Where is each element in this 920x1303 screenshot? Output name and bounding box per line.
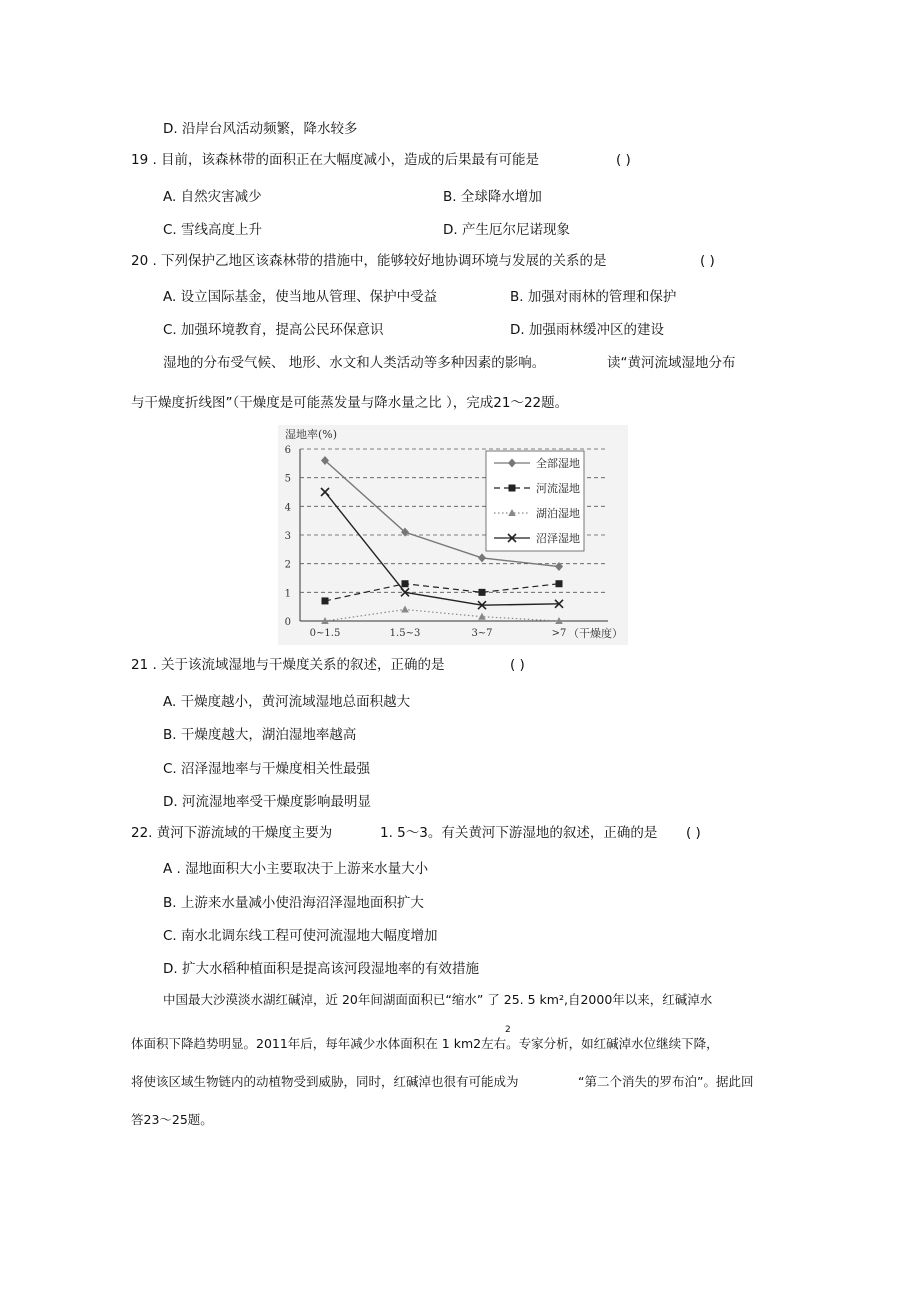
wetland-dryness-chart-svg	[278, 425, 628, 645]
data-point	[322, 597, 329, 604]
q20-option-b: B. 加强对雨林的管理和保护	[510, 289, 677, 305]
intro-2122-line1a: 湿地的分布受气候、 地形、水文和人类活动等多种因素的影响。	[163, 355, 546, 371]
x-tick-label: 0~1.5	[309, 628, 341, 639]
q20-option-c: C. 加强环境教育，提高公民环保意识	[163, 322, 384, 338]
y-axis-label: 湿地率(%)	[285, 428, 338, 441]
q19-option-c: C. 雪线高度上升	[163, 222, 263, 238]
q19-stem: 19 . 目前，该森林带的面积正在大幅度减小，造成的后果最有可能是	[131, 152, 540, 168]
x-tick-label: 3~7	[471, 628, 493, 639]
x-tick-label: 1.5~3	[389, 628, 421, 639]
q21-option-d: D. 河流湿地率受干燥度影响最明显	[163, 794, 371, 810]
legend-label: 湖泊湿地	[536, 507, 580, 520]
q19-option-a: A. 自然灾害减少	[163, 189, 262, 205]
legend-marker	[509, 485, 516, 492]
intro-2325-line3a: 将使该区域生物链内的动植物受到威胁，同时，红碱淖也很有可能成为	[131, 1074, 519, 1089]
wetland-dryness-chart	[278, 425, 628, 645]
legend-label: 沼泽湿地	[536, 532, 580, 545]
y-tick-label: 5	[284, 473, 291, 485]
q19-option-d: D. 产生厄尔尼诺现象	[443, 222, 570, 238]
y-tick-label: 0	[284, 617, 291, 628]
legend-label: 全部湿地	[536, 457, 580, 470]
intro-2325-line4: 答23～25题。	[131, 1112, 213, 1127]
y-tick-label: 6	[284, 445, 291, 456]
q20-option-a: A. 设立国际基金，使当地从管理、保护中受益	[163, 289, 438, 305]
q22-option-d: D. 扩大水稻种植面积是提高该河段湿地率的有效措施	[163, 961, 479, 977]
q22-option-b: B. 上游来水量减小使沿海沼泽湿地面积扩大	[163, 895, 424, 911]
q20-option-d: D. 加强雨林缓冲区的建设	[510, 322, 664, 338]
q20-answer-bracket: ( )	[700, 253, 715, 269]
intro-2325-line3b: “第二个消失的罗布泊”。据此回	[578, 1074, 754, 1089]
q22-option-c: C. 南水北调东线工程可使河流湿地大幅度增加	[163, 928, 438, 944]
x-tick-label: >7	[551, 628, 567, 639]
intro-2122-line1b: 读“黄河流域湿地分布	[607, 355, 736, 371]
y-tick-label: 1	[284, 588, 291, 600]
q21-option-b: B. 干燥度越大，湖泊湿地率越高	[163, 727, 357, 743]
q22-stem-a: 22. 黄河下游流域的干燥度主要为	[131, 825, 333, 841]
data-point	[479, 589, 486, 596]
q22-answer-bracket: ( )	[686, 825, 701, 841]
intro-2325-line1: 中国最大沙漠淡水湖红碱淖，近 20年间湖面面积已“缩水” 了 25. 5 km²,自2000年以来，红碱淖水	[163, 992, 713, 1007]
q21-option-a: A. 干燥度越小，黄河流域湿地总面积越大	[163, 694, 411, 710]
q21-answer-bracket: ( )	[510, 657, 525, 673]
intro-2325-superscript: 2	[505, 1025, 511, 1035]
y-tick-label: 2	[284, 559, 291, 571]
y-tick-label: 3	[284, 531, 291, 542]
q20-stem: 20 . 下列保护乙地区该森林带的措施中，能够较好地协调环境与发展的关系的是	[131, 253, 607, 269]
data-point	[402, 580, 409, 587]
legend-label: 河流湿地	[536, 482, 580, 495]
intro-2325-line2: 体面积下降趋势明显。2011年后，每年减少水体面积在 1 km2左右。专家分析，如红碱淖水位继续下降，	[131, 1036, 719, 1051]
y-tick-label: 4	[284, 502, 291, 514]
q19-answer-bracket: ( )	[616, 152, 631, 168]
intro-2122-line2: 与干燥度折线图”（干燥度是可能蒸发量与降水量之比 ），完成21～22题。	[131, 395, 569, 411]
q22-option-a: A . 湿地面积大小主要取决于上游来水量大小	[163, 861, 429, 877]
x-axis-label: （干燥度）	[568, 627, 623, 640]
q21-option-c: C. 沼泽湿地率与干燥度相关性最强	[163, 761, 371, 777]
q19-option-b: B. 全球降水增加	[443, 189, 542, 205]
data-point	[556, 580, 563, 587]
q21-stem: 21 . 关于该流域湿地与干燥度关系的叙述，正确的是	[131, 657, 445, 673]
q22-stem-b: 1. 5～3。有关黄河下游湿地的叙述，正确的是	[380, 825, 658, 841]
q18-option-d: D. 沿岸台风活动频繁，降水较多	[163, 121, 358, 137]
